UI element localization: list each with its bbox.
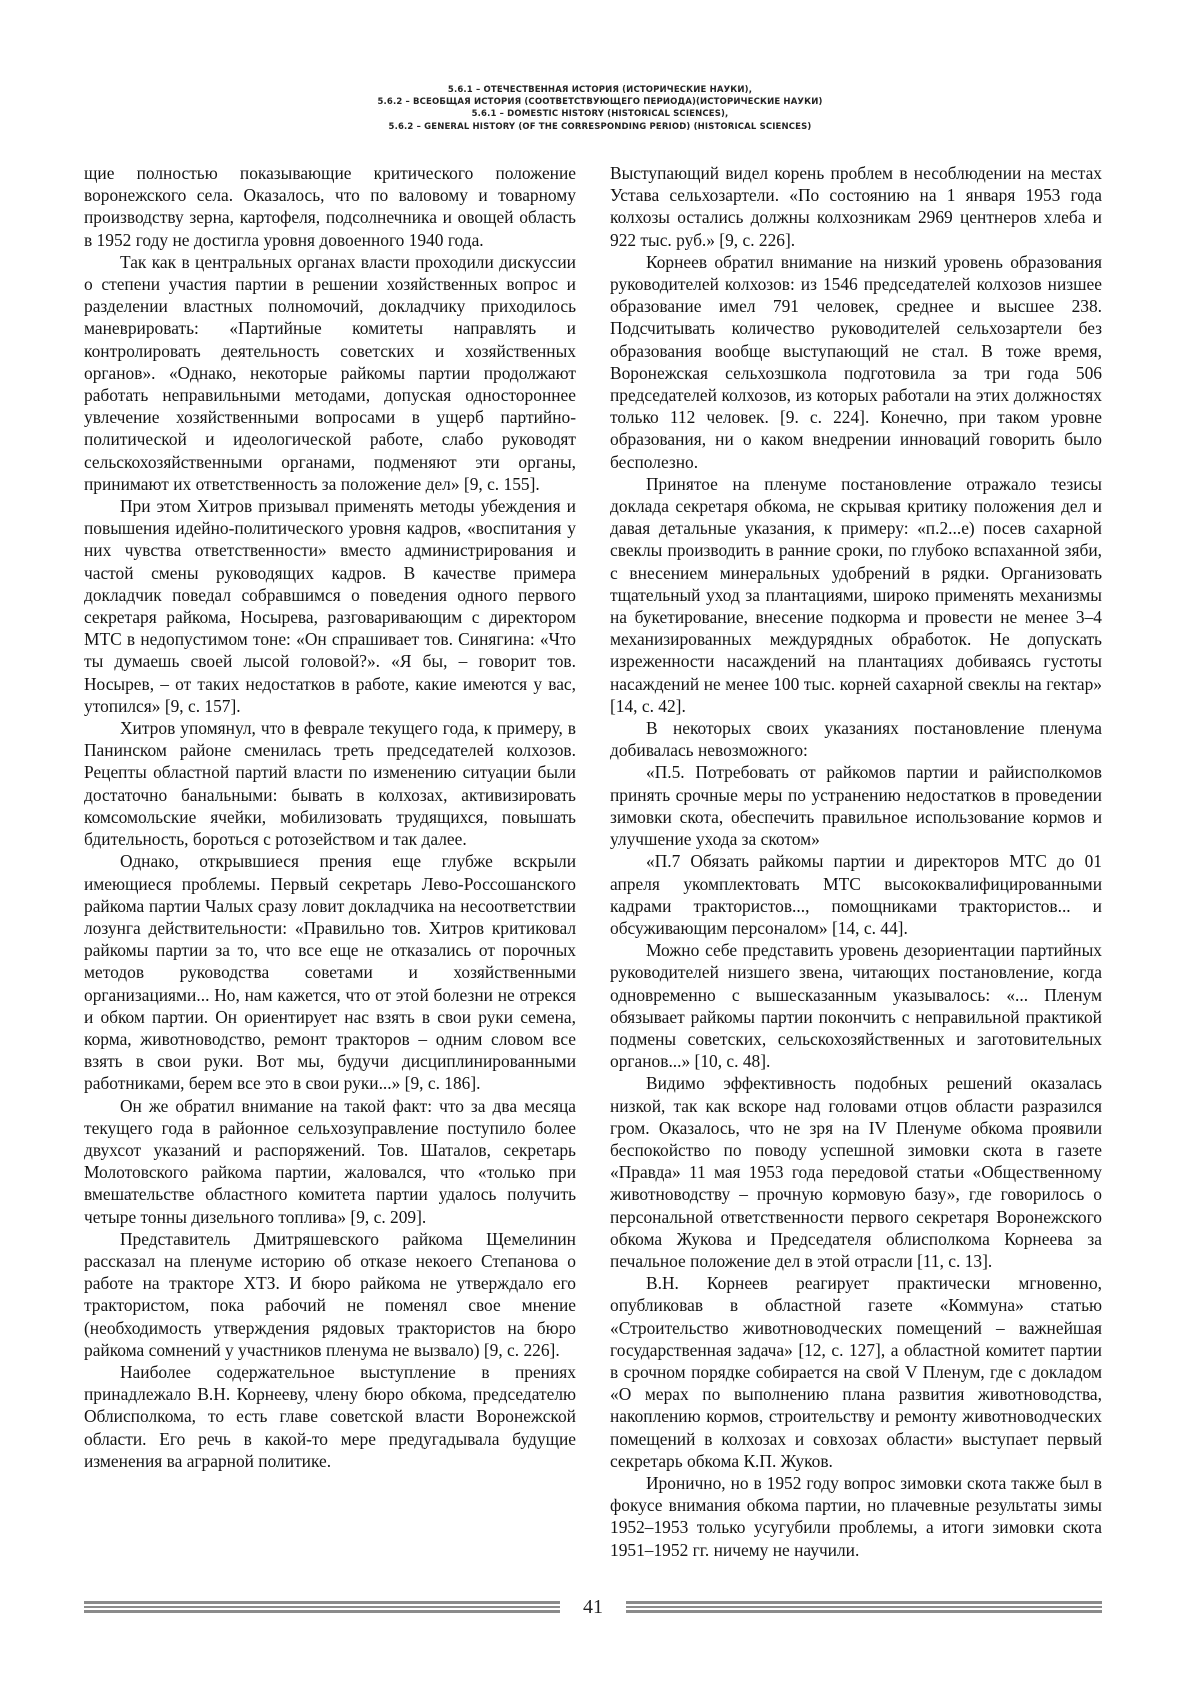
- running-header: [0, 84, 1200, 133]
- paragraph: В.Н. Корнеев реагирует практически мгновенно, опубликовав в областной газете «Коммуна» статью «Строительство животноводческих помещений – важнейшая государственная задача» [12, с. 127], а областной комитет партии в срочном порядке собирается на свой V Пленум, где с докладом «О мерах по выполнению плана развития животноводства, накоплению кормов, строительству и ремонту животноводческих помещений в колхозах и совхозах области» выступает первый секретарь обкома К.П. Жуков.: [610, 1273, 1102, 1471]
- paragraph: Выступающий видел корень проблем в несоблюдении на местах Устава сельхозартели. «По состоянию на 1 января 1953 года колхозы остались должны колхозникам 2969 центнеров хлеба и 922 тыс. руб.» [9, с. 226].: [610, 163, 1102, 250]
- page-footer: [84, 1597, 1102, 1617]
- quote-paragraph: «П.7 Обязать райкомы партии и директоров МТС до 01 апреля укомплектовать МТС высококвалифицированными кадрами трактористов..., помощниками трактористов... и обсуживающим персоналом» [14, с. 44].: [610, 851, 1102, 938]
- paragraph: Наиболее содержательное выступление в прениях принадлежало В.Н. Корнееву, члену бюро обкома, председателю Облисполкома, то есть главе советской власти Воронежской области. Его речь в какой-то мере предугадывала будущие изменения ва аграрной политике.: [84, 1361, 576, 1471]
- header-line: 5.6.1 – ОТЕЧЕСТВЕННАЯ ИСТОРИЯ (ИСТОРИЧЕСКИЕ НАУКИ),: [447, 85, 753, 95]
- right-column: [610, 162, 1102, 1561]
- quote-paragraph: «П.5. Потребовать от райкомов партии и райисполкомов принять срочные меры по устранению недостатков в проведении зимовки скота, обеспечить правильное использование кормов и улучшение ухода за скотом»: [610, 762, 1102, 850]
- paragraph: Видимо эффективность подобных решений оказалась низкой, так как вскоре над головами отцов области разразился гром. Оказалось, что не зря на IV Пленуме обкома проявили беспокойство по поводу успешной зимовки скота в газете «Правда» 11 мая 1953 года передовой статьи «Общественному животноводству – прочную кормовую базу», где говорилось о персональной ответственности первого секретаря Воронежского обкома Жукова и Председателя облисполкома Корнеева за печальное положение дел в этой отрасли [11, с. 13].: [610, 1073, 1102, 1271]
- paragraph: Однако, открывшиеся прения еще глубже вскрыли имеющиеся проблемы. Первый секретарь Лево-Россошанского райкома партии Чалых сразу ловит докладчика на несоответствии лозунга действительности: «Правильно тов. Хитров критиковал райкомы партии за то, что все еще не отказались от порочных методов руководства советами и хозяйственными организациями... Но, нам кажется, что от этой болезни не отрекся и обком партии. Он ориентирует нас взять в свои руки семена, корма, животноводство, ремонт тракторов – одним словом все взять в свои руки. Вот мы, будучи дисциплинированными работниками, берем все это в свои руки...» [9, с. 186].: [84, 851, 576, 1094]
- paragraph: Принятое на пленуме постановление отражало тезисы доклада секретаря обкома, не скрывая критику положения дел и давая детальные указания, к примеру: «п.2...е) посев сахарной свеклы производить в ранние сроки, по глубоко вспаханной зяби, с внесением минеральных удобрений в рядки. Организовать тщательный уход за плантациями, широко применять механизмы на букетирование, внесение подкорма и провести не менее 3–4 механизированных междурядных обработок. Не допускать изреженности насаждений на плантациях добиваясь густоты насаждений не менее 100 тыс. корней сахарной свеклы на гектар» [14, с. 42].: [610, 473, 1102, 716]
- paragraph: Так как в центральных органах власти проходили дискуссии о степени участия партии в решении хозяйственных вопрос и разделении властных полномочий, докладчику приходилось маневрировать: «Партийные комитеты направлять и контролировать деятельность советских и хозяйственных органов». «Однако, некоторые райкомы партии продолжают работать неправильными методами, допуская одностороннее увлечение хозяйственными вопросами в ущерб партийно-политической и идеологической работе, слабо руководят сельскохозяйственными органами, подменяют эти органы, принимают их ответственность за положение дел» [9, с. 155].: [84, 251, 576, 494]
- paragraph: Он же обратил внимание на такой факт: что за два месяца текущего года в районное сельхозуправление поступило более двухсот указаний и распоряжений. Тов. Шаталов, секретарь Молотовского райкома партии, жаловался, что «только при вмешательстве областного комитета партии удалось получить четыре тонны дизельного топлива» [9, с. 209].: [84, 1095, 576, 1227]
- paragraph: Иронично, но в 1952 году вопрос зимовки скота также был в фокусе внимания обкома партии, но плачевные результаты зимы 1952–1953 только усугубили проблемы, а итоги зимовки скота 1951–1952 гг. ничему не научили.: [610, 1472, 1102, 1560]
- paragraph: щие полностью показывающие критического положение воронежского села. Оказалось, что по валовому и товарному производству зерна, картофеля, подсолнечника и овощей область в 1952 году не достигла уровня довоенного 1940 года.: [84, 163, 576, 250]
- paragraph: Можно себе представить уровень дезориентации партийных руководителей низшего звена, читающих постановление, когда одновременно с вышесказанным указывалось: «... Пленум обязывает райкомы партии покончить с неправильной практикой подмены советских, сельскохозяйственных и заготовительных органов...» [10, с. 48].: [610, 940, 1102, 1072]
- paragraph: При этом Хитров призывал применять методы убеждения и повышения идейно-политического уровня кадров, «воспитания у них чувства ответственности» вместо администрирования и частой смены руководящих кадров. В качестве примера докладчик поведал собравшимся о поведения одного первого секретаря райкома, Носырева, разговаривающим с директором МТС в недопустимом тоне: «Он спрашивает тов. Синягина: «Что ты думаешь своей лысой головой?». «Я бы, – говорит тов. Носырев, – от таких недостатков в работе, какие имеются у вас, утопился» [9, с. 157].: [84, 496, 576, 716]
- paragraph: Хитров упомянул, что в феврале текущего года, к примеру, в Панинском районе сменилась треть председателей колхозов. Рецепты областной партий власти по изменению ситуации были достаточно банальными: бывать в колхозах, активизировать комсомольские ячейки, мобилизовать трудящихся, повышать бдительность, бороться с ротозейством и так далее.: [84, 718, 576, 850]
- footer-rule-right: [626, 1601, 1102, 1613]
- header-line: 5.6.1 – DOMESTIC HISTORY (HISTORICAL SCIENCES),: [471, 109, 729, 120]
- footer-rule-left: [84, 1601, 560, 1613]
- page-number: 41: [583, 1596, 603, 1618]
- left-column: [84, 162, 576, 1472]
- header-line: 5.6.2 – GENERAL HISTORY (OF THE CORRESPONDING PERIOD) (HISTORICAL SCIENCES): [388, 121, 812, 132]
- paragraph: Представитель Дмитряшевского райкома Щемелинин рассказал на пленуме историю об отказе некоего Степанова о работе на тракторе ХТЗ. И бюро райкома не утверждало его трактористом, пока рабочий не поменял свое мнение (необходимость утверждения рядовых трактористов на бюро райкома сомнений у участников пленума не вызвало) [9, с. 226].: [84, 1228, 576, 1360]
- header-line: 5.6.2 – ВСЕОБЩАЯ ИСТОРИЯ (СООТВЕТСТВУЮЩЕГО ПЕРИОДА)(ИСТОРИЧЕСКИЕ НАУКИ): [377, 97, 823, 108]
- paragraph: Корнеев обратил внимание на низкий уровень образования руководителей колхозов: из 1546 председателей колхозов низшее образование имел 791 человек, среднее и высшее 238. Подсчитывать количество руководителей сельхозартели без образования вообще выступающий не стал. В тоже время, Воронежская сельхозшкола подготовила за три года 506 председателей колхозов, из которых работали на этих должностях только 112 человек. [9. с. 224]. Конечно, при таком уровне образования, ни о каком внедрении инноваций говорить было бесполезно.: [610, 251, 1102, 472]
- paragraph: В некоторых своих указаниях постановление пленума добивалась невозможного:: [610, 718, 1102, 761]
